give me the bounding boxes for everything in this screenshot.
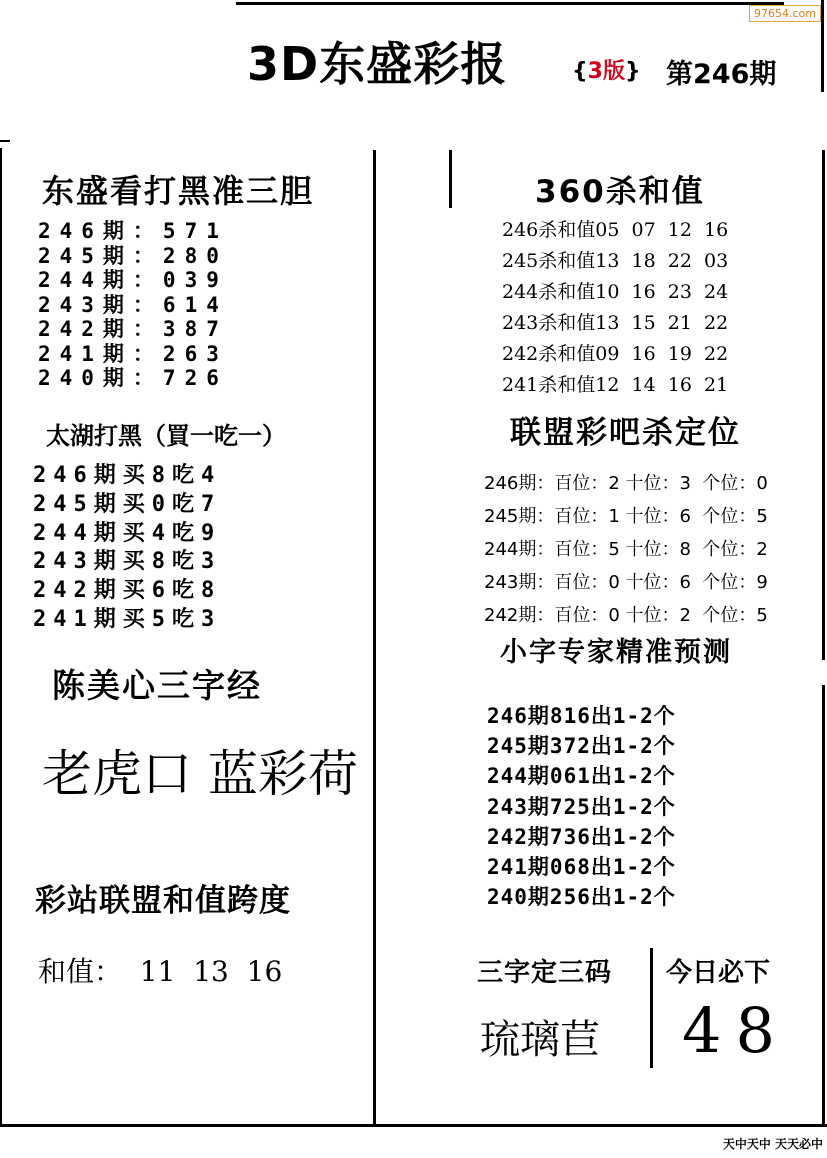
today-number: 48: [682, 994, 789, 1067]
section-heading-lianmeng: 联盟彩吧杀定位: [510, 415, 741, 451]
chenmeixin-words: 老虎口 蓝彩荷: [42, 745, 358, 803]
section-heading-caizhan: 彩站联盟和值跨度: [35, 883, 291, 919]
section-heading-dongsheng: 东盛看打黑准三胆: [42, 172, 315, 210]
position-kill-row: 243期：百位：0 十位：6 个位：9: [484, 572, 768, 593]
taihu-row: 246期买8吃4: [33, 463, 222, 488]
taihu-row: 241期买5吃3: [33, 607, 222, 632]
header-right-rule: [821, 0, 824, 92]
right-border-upper: [822, 150, 825, 660]
dongsheng-row: 246期：571: [38, 219, 228, 243]
site-watermark: 97654.com: [749, 5, 821, 22]
caizhan-sum-line: 和值： 11 13 16: [38, 955, 283, 988]
expert-row: 243期725出1-2个: [487, 794, 676, 819]
section-heading-360: 360杀和值: [535, 174, 705, 210]
footer-slogan: 天中天中 天天必中: [722, 1137, 823, 1151]
taihu-row: 244期买4吃9: [33, 520, 222, 546]
center-divider-left: [373, 150, 376, 1125]
kill-sum-row: 244杀和值10 16 23 24: [502, 281, 729, 303]
header-top-rule: [236, 2, 784, 5]
position-kill-row: 245期：百位：1 十位：6 个位：5: [484, 506, 768, 527]
dongsheng-row: 243期：614: [38, 292, 228, 317]
expert-row: 246期816出1-2个: [487, 704, 676, 728]
position-kill-row: 244期：百位：5 十位：8 个位：2: [484, 539, 768, 560]
kill-sum-row: 246杀和值05 07 12 16: [502, 219, 729, 241]
dongsheng-row: 240期：726: [38, 366, 228, 390]
kill-sum-row: 243杀和值13 15 21 22: [502, 312, 729, 334]
taihu-row: 245期买0吃7: [33, 491, 222, 517]
expert-row: 242期736出1-2个: [487, 824, 676, 849]
expert-row: 245期372出1-2个: [487, 734, 676, 759]
dongsheng-row: 244期：039: [38, 268, 228, 292]
section-heading-sanzi: 三字定三码: [477, 958, 613, 988]
position-kill-row: 246期：百位：2 十位：3 个位：0: [484, 473, 768, 494]
section-heading-chenmeixin: 陈美心三字经: [52, 666, 262, 705]
expert-row: 244期061出1-2个: [487, 764, 676, 789]
kill-sum-row: 242杀和值09 16 19 22: [502, 343, 729, 365]
kill-sum-row: 245杀和值13 18 22 03: [502, 250, 729, 272]
bottom-box-divider: [650, 948, 653, 1068]
expert-row: 240期256出1-2个: [487, 885, 676, 910]
expert-row: 241期068出1-2个: [487, 855, 676, 879]
edition-close: }: [624, 59, 641, 84]
taihu-row: 243期买8吃3: [33, 549, 222, 575]
dongsheng-row: 245期：280: [38, 243, 228, 268]
edition-badge: [572, 54, 641, 85]
edition-label: 3版: [587, 59, 625, 84]
page-title: 3D东盛彩报: [247, 37, 508, 91]
dongsheng-row: 242期：387: [38, 317, 228, 341]
left-border: [0, 148, 2, 1126]
center-divider-right: [449, 150, 452, 208]
section-heading-today: 今日必下: [666, 958, 771, 988]
section-heading-taihu: 太湖打黑（買一吃一）: [46, 422, 286, 450]
dongsheng-row: 241期：263: [38, 341, 228, 366]
right-border-lower: [822, 685, 825, 1125]
top-left-tick: [0, 140, 10, 142]
section-heading-xiaozi: 小字专家精准预测: [500, 637, 732, 668]
issue-number: 第246期: [666, 59, 777, 90]
bottom-rule: [0, 1124, 827, 1127]
kill-sum-row: 241杀和值12 14 16 21: [502, 374, 729, 396]
taihu-row: 242期买6吃8: [33, 578, 222, 604]
position-kill-row: 242期：百位：0 十位：2 个位：5: [484, 605, 768, 626]
sanzi-words: 琉璃苣: [480, 1017, 600, 1063]
edition-open: {: [572, 59, 588, 84]
